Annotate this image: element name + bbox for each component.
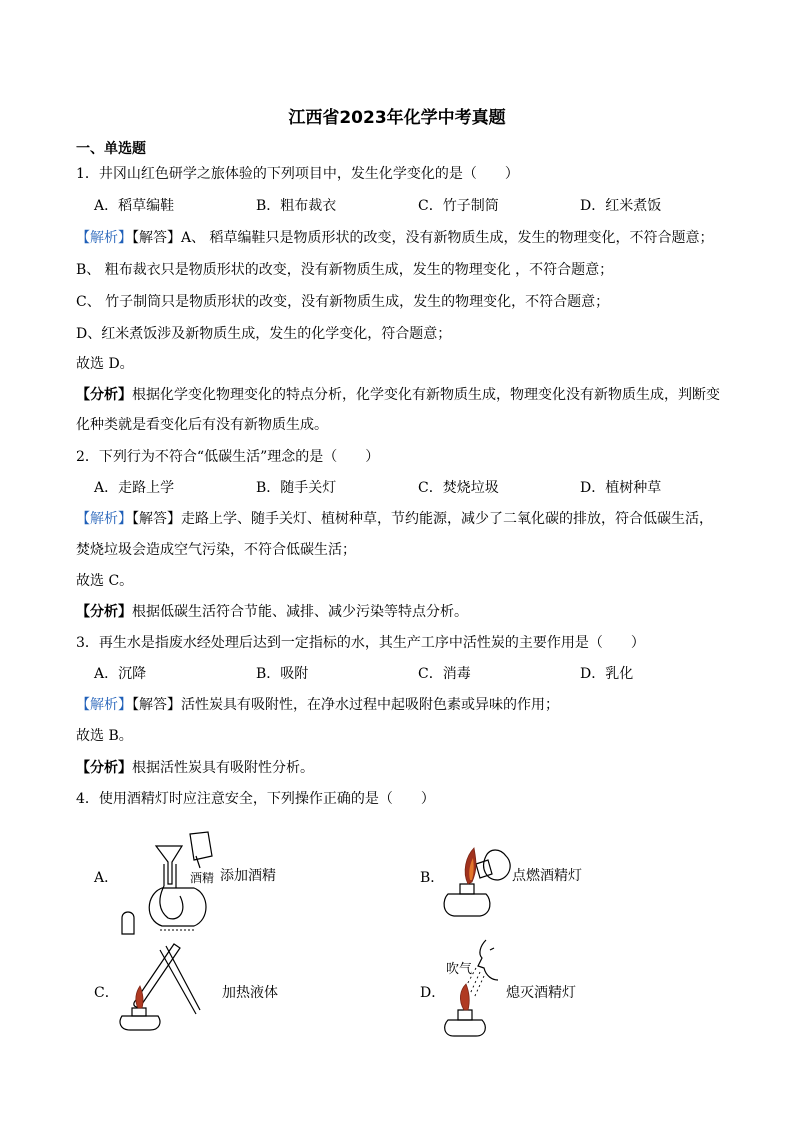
q3-options [76, 664, 716, 684]
q2-stem: 2．下列行为不符合“低碳生活”理念的是（ ） [76, 449, 380, 465]
q1-fenxi-line-1: 【分析】根据化学变化物理变化的特点分析，化学变化有新物质生成，物理变化没有新物质生成，判断变 [76, 387, 720, 403]
face-profile [478, 940, 498, 980]
heat-liquid-figure [116, 940, 206, 1032]
lamp-body [149, 888, 206, 926]
jiexi-tag: 【解析】 [76, 697, 132, 713]
alcohol-label: 酒精 [190, 871, 215, 885]
q2-option-c[interactable]: C．焚烧垃圾 [418, 480, 499, 496]
q1-answer: 故选 D。 [76, 356, 134, 372]
q2-option-a[interactable]: A．走路上学 [94, 480, 175, 496]
q4-option-c-letter[interactable]: C． [94, 985, 119, 1001]
lamp-body [445, 1020, 486, 1036]
q4-option-b-letter[interactable]: B． [420, 870, 445, 886]
q2-jiexi-line-1: 【解析】【解答】走路上学、随手关灯、植树种草，节约能源，减少了二氧化碳的排放，符合低碳生活， [76, 511, 713, 527]
blow-label: 吹气 [446, 962, 473, 977]
q1-options [76, 196, 716, 216]
funnel [156, 846, 182, 884]
q2-option-b[interactable]: B．随手关灯 [256, 480, 337, 496]
q1-jiexi-line-1: 【解析】【解答】A、 稻草编鞋只是物质形状的改变，没有新物质生成，发生的物理变化，不符合题意； [76, 230, 714, 246]
q4-option-a-letter[interactable]: A． [94, 870, 119, 886]
q2-options [76, 478, 716, 498]
lamp-body [120, 1016, 160, 1030]
q3-option-a[interactable]: A．沉降 [94, 666, 147, 682]
test-tube-holder [160, 950, 196, 1014]
lamp-cap [122, 912, 134, 934]
q1-option-b[interactable]: B．粗布裁衣 [256, 198, 337, 214]
jiexi-tag: 【解析】 [76, 511, 132, 527]
q3-fenxi-line-1: 【分析】根据活性炭具有吸附性分析。 [76, 760, 314, 776]
q3-answer: 故选 B。 [76, 728, 133, 744]
section-heading: 一、单选题 [76, 141, 146, 157]
q4-option-a-caption[interactable]: 添加酒精 [220, 868, 276, 884]
q3-option-c[interactable]: C．消毒 [418, 666, 471, 682]
q3-stem: 3．再生水是指废水经处理后达到一定指标的水，其生产工序中活性炭的主要作用是（ ） [76, 635, 645, 651]
q1-fenxi-line-2: 化种类就是看变化后有没有新物质生成。 [76, 417, 328, 433]
q1-option-c[interactable]: C．竹子制筒 [418, 198, 499, 214]
fenxi-tag: 【分析】 [76, 604, 132, 620]
pouring-bottle [190, 832, 212, 860]
q4-option-d-caption[interactable]: 熄灭酒精灯 [506, 985, 576, 1001]
q1-option-d[interactable]: D．红米煮饭 [580, 198, 662, 214]
flame-icon [136, 986, 143, 1008]
extinguish-lamp-figure [436, 936, 516, 1038]
q4-option-c-caption[interactable]: 加热液体 [222, 985, 278, 1001]
flame-icon [460, 984, 469, 1010]
q4-option-d-letter[interactable]: D． [420, 985, 446, 1001]
jiexi-tag: 【解析】 [76, 230, 132, 246]
q1-jiexi-line-3: C、 竹子制筒只是物质形状的改变，没有新物质生成，发生的物理变化，不符合题意； [76, 294, 610, 310]
q2-answer: 故选 C。 [76, 573, 134, 589]
q2-fenxi-line-1: 【分析】根据低碳生活符合节能、减排、减少污染等特点分析。 [76, 604, 468, 620]
q4-stem: 4．使用酒精灯时应注意安全，下列操作正确的是（ ） [76, 791, 435, 807]
fenxi-tag: 【分析】 [76, 760, 132, 776]
light-lamp-figure [438, 834, 518, 918]
q2-jiexi-line-2: 焚烧垃圾会造成空气污染，不符合低碳生活； [76, 542, 356, 558]
q2-option-d[interactable]: D．植树种草 [580, 480, 662, 496]
q4-option-b-caption[interactable]: 点燃酒精灯 [512, 868, 582, 884]
lamp-body [444, 894, 490, 916]
page-title: 江西省2023年化学中考真题 [288, 108, 506, 128]
q1-option-a[interactable]: A．稻草编鞋 [94, 198, 175, 214]
q1-stem: 1．井冈山红色研学之旅体验的下列项目中，发生化学变化的是（ ） [76, 166, 519, 182]
q1-jiexi-line-2: B、 粗布裁衣只是物质形状的改变，没有新物质生成，发生的物理变化 ，不符合题意； [76, 262, 614, 278]
q1-jiexi-line-4: D、红米煮饭涉及新物质生成，发生的化学变化，符合题意； [76, 326, 452, 342]
fenxi-tag: 【分析】 [76, 387, 132, 403]
q3-option-b[interactable]: B．吸附 [256, 666, 309, 682]
q3-option-d[interactable]: D．乳化 [580, 666, 634, 682]
q3-jiexi-line-1: 【解析】【解答】活性炭具有吸附性，在净水过程中起吸附色素或异味的作用； [76, 697, 559, 713]
